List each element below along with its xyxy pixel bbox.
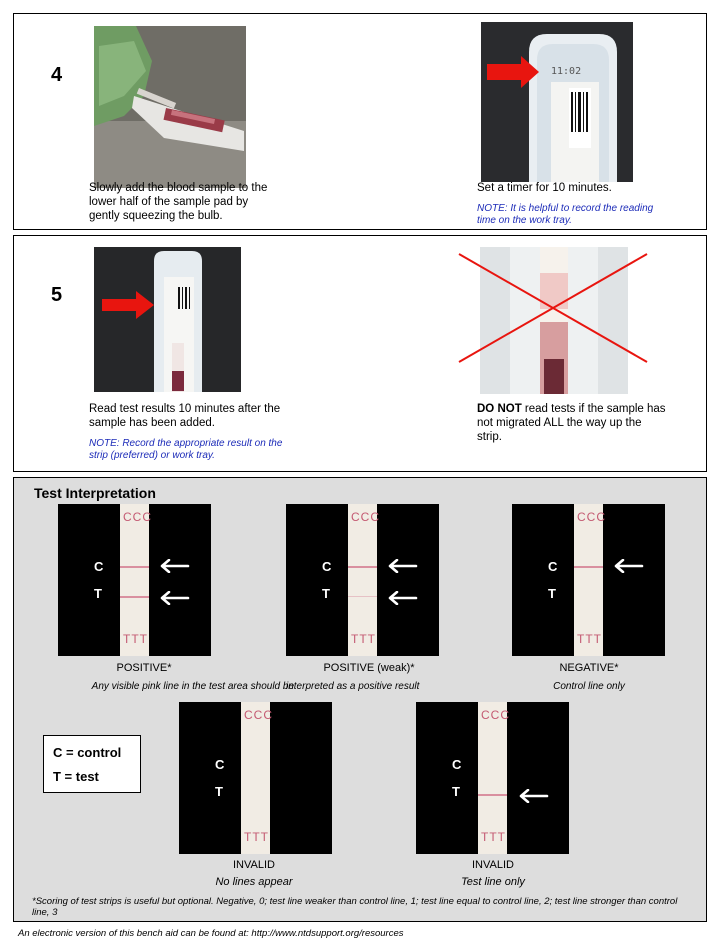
result-desc-invalid-2: Test line only bbox=[461, 876, 525, 888]
legend-test: T = test bbox=[53, 769, 99, 784]
result-label-invalid-2: INVALID bbox=[472, 859, 514, 871]
step-5-panel bbox=[13, 235, 707, 472]
test-label: T bbox=[94, 586, 102, 601]
test-strip bbox=[574, 504, 606, 656]
control-label: C bbox=[322, 559, 332, 574]
control-label: C bbox=[452, 757, 462, 772]
strip-top-marks: CCC bbox=[481, 708, 510, 722]
test-label: T bbox=[322, 586, 330, 601]
step-5-right-caption bbox=[477, 402, 667, 444]
strip-bottom-marks: TTT bbox=[123, 632, 148, 646]
test-label: T bbox=[548, 586, 556, 601]
read-strip-photo bbox=[94, 247, 241, 392]
cross-out-mark bbox=[457, 250, 651, 366]
strip-bottom-marks: TTT bbox=[351, 632, 376, 646]
legend-control: C = control bbox=[53, 745, 122, 760]
strip-invalid-test bbox=[416, 702, 569, 854]
interpretation-title: Test Interpretation bbox=[34, 485, 156, 501]
add-blood-photo bbox=[94, 26, 246, 188]
test-strip bbox=[348, 504, 380, 656]
result-label-invalid-1: INVALID bbox=[233, 859, 275, 871]
control-arrow-icon bbox=[388, 559, 418, 573]
strip-top-marks: CCC bbox=[577, 510, 606, 524]
test-arrow-icon bbox=[519, 789, 549, 803]
strip-bottom-marks: TTT bbox=[577, 632, 602, 646]
control-arrow-icon bbox=[160, 559, 190, 573]
result-desc-negative: Control line only bbox=[553, 681, 625, 692]
result-desc-invalid-1: No lines appear bbox=[215, 876, 293, 888]
test-interpretation-panel bbox=[13, 477, 707, 922]
control-label: C bbox=[94, 559, 104, 574]
strip-positive-weak bbox=[286, 504, 439, 656]
step-4-panel bbox=[13, 13, 707, 230]
test-arrow-icon bbox=[160, 591, 190, 605]
step-4-right-caption: Set a timer for 10 minutes. bbox=[477, 182, 612, 194]
control-label: C bbox=[215, 757, 225, 772]
control-label: C bbox=[548, 559, 558, 574]
test-strip bbox=[241, 702, 273, 854]
strip-top-marks: CCC bbox=[123, 510, 152, 524]
strip-bottom-marks: TTT bbox=[244, 830, 269, 844]
step-4-left-caption: Slowly add the blood sample to the lower half of the sample pad by gently squeezing the bulb. bbox=[89, 182, 268, 222]
test-label: T bbox=[452, 784, 460, 799]
footer-note: An electronic version of this bench aid can be found at: http://www.ntdsupport.org/resources bbox=[18, 928, 404, 939]
strip-top-marks: CCC bbox=[351, 510, 380, 524]
control-line bbox=[120, 566, 149, 568]
strip-bottom-marks: TTT bbox=[481, 830, 506, 844]
test-strip bbox=[478, 702, 510, 854]
test-label: T bbox=[215, 784, 223, 799]
result-label-positive: POSITIVE* bbox=[116, 662, 172, 674]
control-line bbox=[348, 566, 377, 568]
step-5-left-caption: Read test results 10 minutes after the sample has been added. bbox=[89, 403, 281, 429]
control-line bbox=[574, 566, 603, 568]
result-label-positive-weak: POSITIVE (weak)* bbox=[323, 662, 415, 674]
step-4-number: 4 bbox=[51, 64, 63, 86]
test-line bbox=[120, 596, 149, 598]
test-line bbox=[478, 794, 507, 796]
scoring-footnote: *Scoring of test strips is useful but optional. Negative, 0; test line weaker than control line, 1; test line equal to control line, 2; test line stronger than control line, 3 bbox=[32, 896, 678, 918]
tray-timer-photo bbox=[481, 22, 633, 182]
control-arrow-icon bbox=[614, 559, 644, 573]
result-label-negative: NEGATIVE* bbox=[559, 662, 619, 674]
strip-invalid-none bbox=[179, 702, 332, 854]
result-desc-positive-weak: interpreted as a positive result bbox=[286, 681, 420, 692]
step-4-right-note: NOTE: It is helpful to record the reading time on the work tray. bbox=[477, 203, 654, 226]
tray-time-label: 11:02 bbox=[551, 66, 582, 77]
step-5-left-note: NOTE: Record the appropriate result on the strip (preferred) or work tray. bbox=[89, 438, 283, 461]
strip-top-marks: CCC bbox=[244, 708, 273, 722]
strip-negative bbox=[512, 504, 665, 656]
test-arrow-icon bbox=[388, 591, 418, 605]
strip-positive bbox=[58, 504, 211, 656]
step-5-right-caption-text: read tests if the sample has not migrated ALL the way up the strip. bbox=[477, 403, 666, 443]
test-strip bbox=[120, 504, 152, 656]
step-5-number: 5 bbox=[51, 284, 63, 306]
test-line bbox=[348, 596, 377, 597]
legend-box bbox=[43, 735, 141, 793]
result-desc-positive: Any visible pink line in the test area should be bbox=[91, 681, 294, 692]
do-not-emphasis: DO NOT bbox=[477, 403, 522, 415]
